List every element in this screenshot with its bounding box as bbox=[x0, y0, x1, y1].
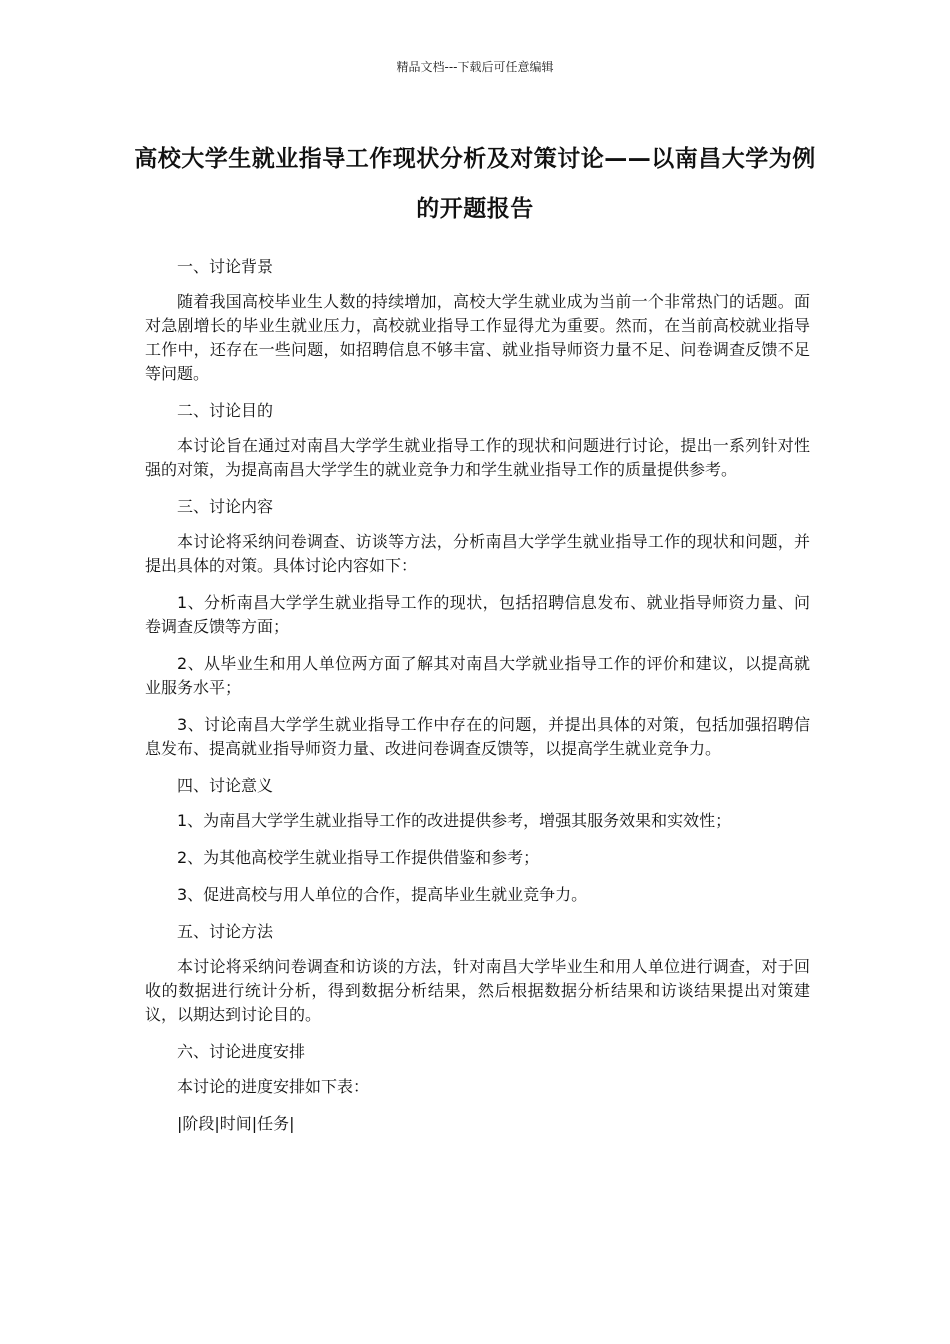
list-item-significance-1: 1、为南昌大学学生就业指导工作的改进提供参考，增强其服务效果和实效性； bbox=[177, 811, 732, 830]
paragraph-purpose: 本讨论旨在通过对南昌大学学生就业指导工作的现状和问题进行讨论，提出一系列针对性强的对策，为提高南昌大学学生的就业竞争力和学生就业指导工作的质量提供参考。 bbox=[145, 436, 810, 479]
list-item-significance-2: 2、为其他高校学生就业指导工作提供借鉴和参考； bbox=[177, 848, 540, 867]
list-item-content-1: 1、分析南昌大学学生就业指导工作的现状，包括招聘信息发布、就业指导师资力量、问卷调查反馈等方面； bbox=[145, 593, 810, 636]
schedule-table-header: |阶段|时间|任务| bbox=[177, 1114, 295, 1133]
section-heading-content: 三、讨论内容 bbox=[177, 497, 274, 516]
list-item-significance-3: 3、促进高校与用人单位的合作，提高毕业生就业竞争力。 bbox=[177, 885, 588, 904]
section-heading-significance: 四、讨论意义 bbox=[177, 776, 274, 795]
paragraph-content: 本讨论将采纳问卷调查、访谈等方法，分析南昌大学学生就业指导工作的现状和问题，并提出具体的对策。具体讨论内容如下： bbox=[145, 532, 810, 575]
paragraph-background: 随着我国高校毕业生人数的持续增加，高校大学生就业成为当前一个非常热门的话题。面对急剧增长的毕业生就业压力，高校就业指导工作显得尤为重要。然而，在当前高校就业指导工作中，还存在一些问题，如招聘信息不够丰富、就业指导师资力量不足、问卷调查反馈不足等问题。 bbox=[145, 292, 810, 383]
list-item-content-3: 3、讨论南昌大学学生就业指导工作中存在的问题，并提出具体的对策，包括加强招聘信息发布、提高就业指导师资力量、改进问卷调查反馈等，以提高学生就业竞争力。 bbox=[145, 715, 810, 758]
section-heading-purpose: 二、讨论目的 bbox=[177, 401, 274, 420]
section-heading-method: 五、讨论方法 bbox=[177, 922, 274, 941]
paragraph-method: 本讨论将采纳问卷调查和访谈的方法，针对南昌大学毕业生和用人单位进行调查，对于回收的数据进行统计分析，得到数据分析结果，然后根据数据分析结果和访谈结果提出对策建议，以期达到讨论目的。 bbox=[145, 957, 810, 1024]
list-item-content-2: 2、从毕业生和用人单位两方面了解其对南昌大学就业指导工作的评价和建议，以提高就业服务水平； bbox=[145, 654, 810, 697]
header-note: 精品文档---下载后可任意编辑 bbox=[396, 60, 554, 74]
document-title: 高校大学生就业指导工作现状分析及对策讨论——以南昌大学为例的开题报告 bbox=[134, 146, 816, 222]
document-body bbox=[145, 255, 810, 1149]
paragraph-schedule: 本讨论的进度安排如下表： bbox=[177, 1077, 370, 1096]
section-heading-schedule: 六、讨论进度安排 bbox=[177, 1042, 306, 1061]
section-heading-background: 一、讨论背景 bbox=[177, 257, 274, 276]
